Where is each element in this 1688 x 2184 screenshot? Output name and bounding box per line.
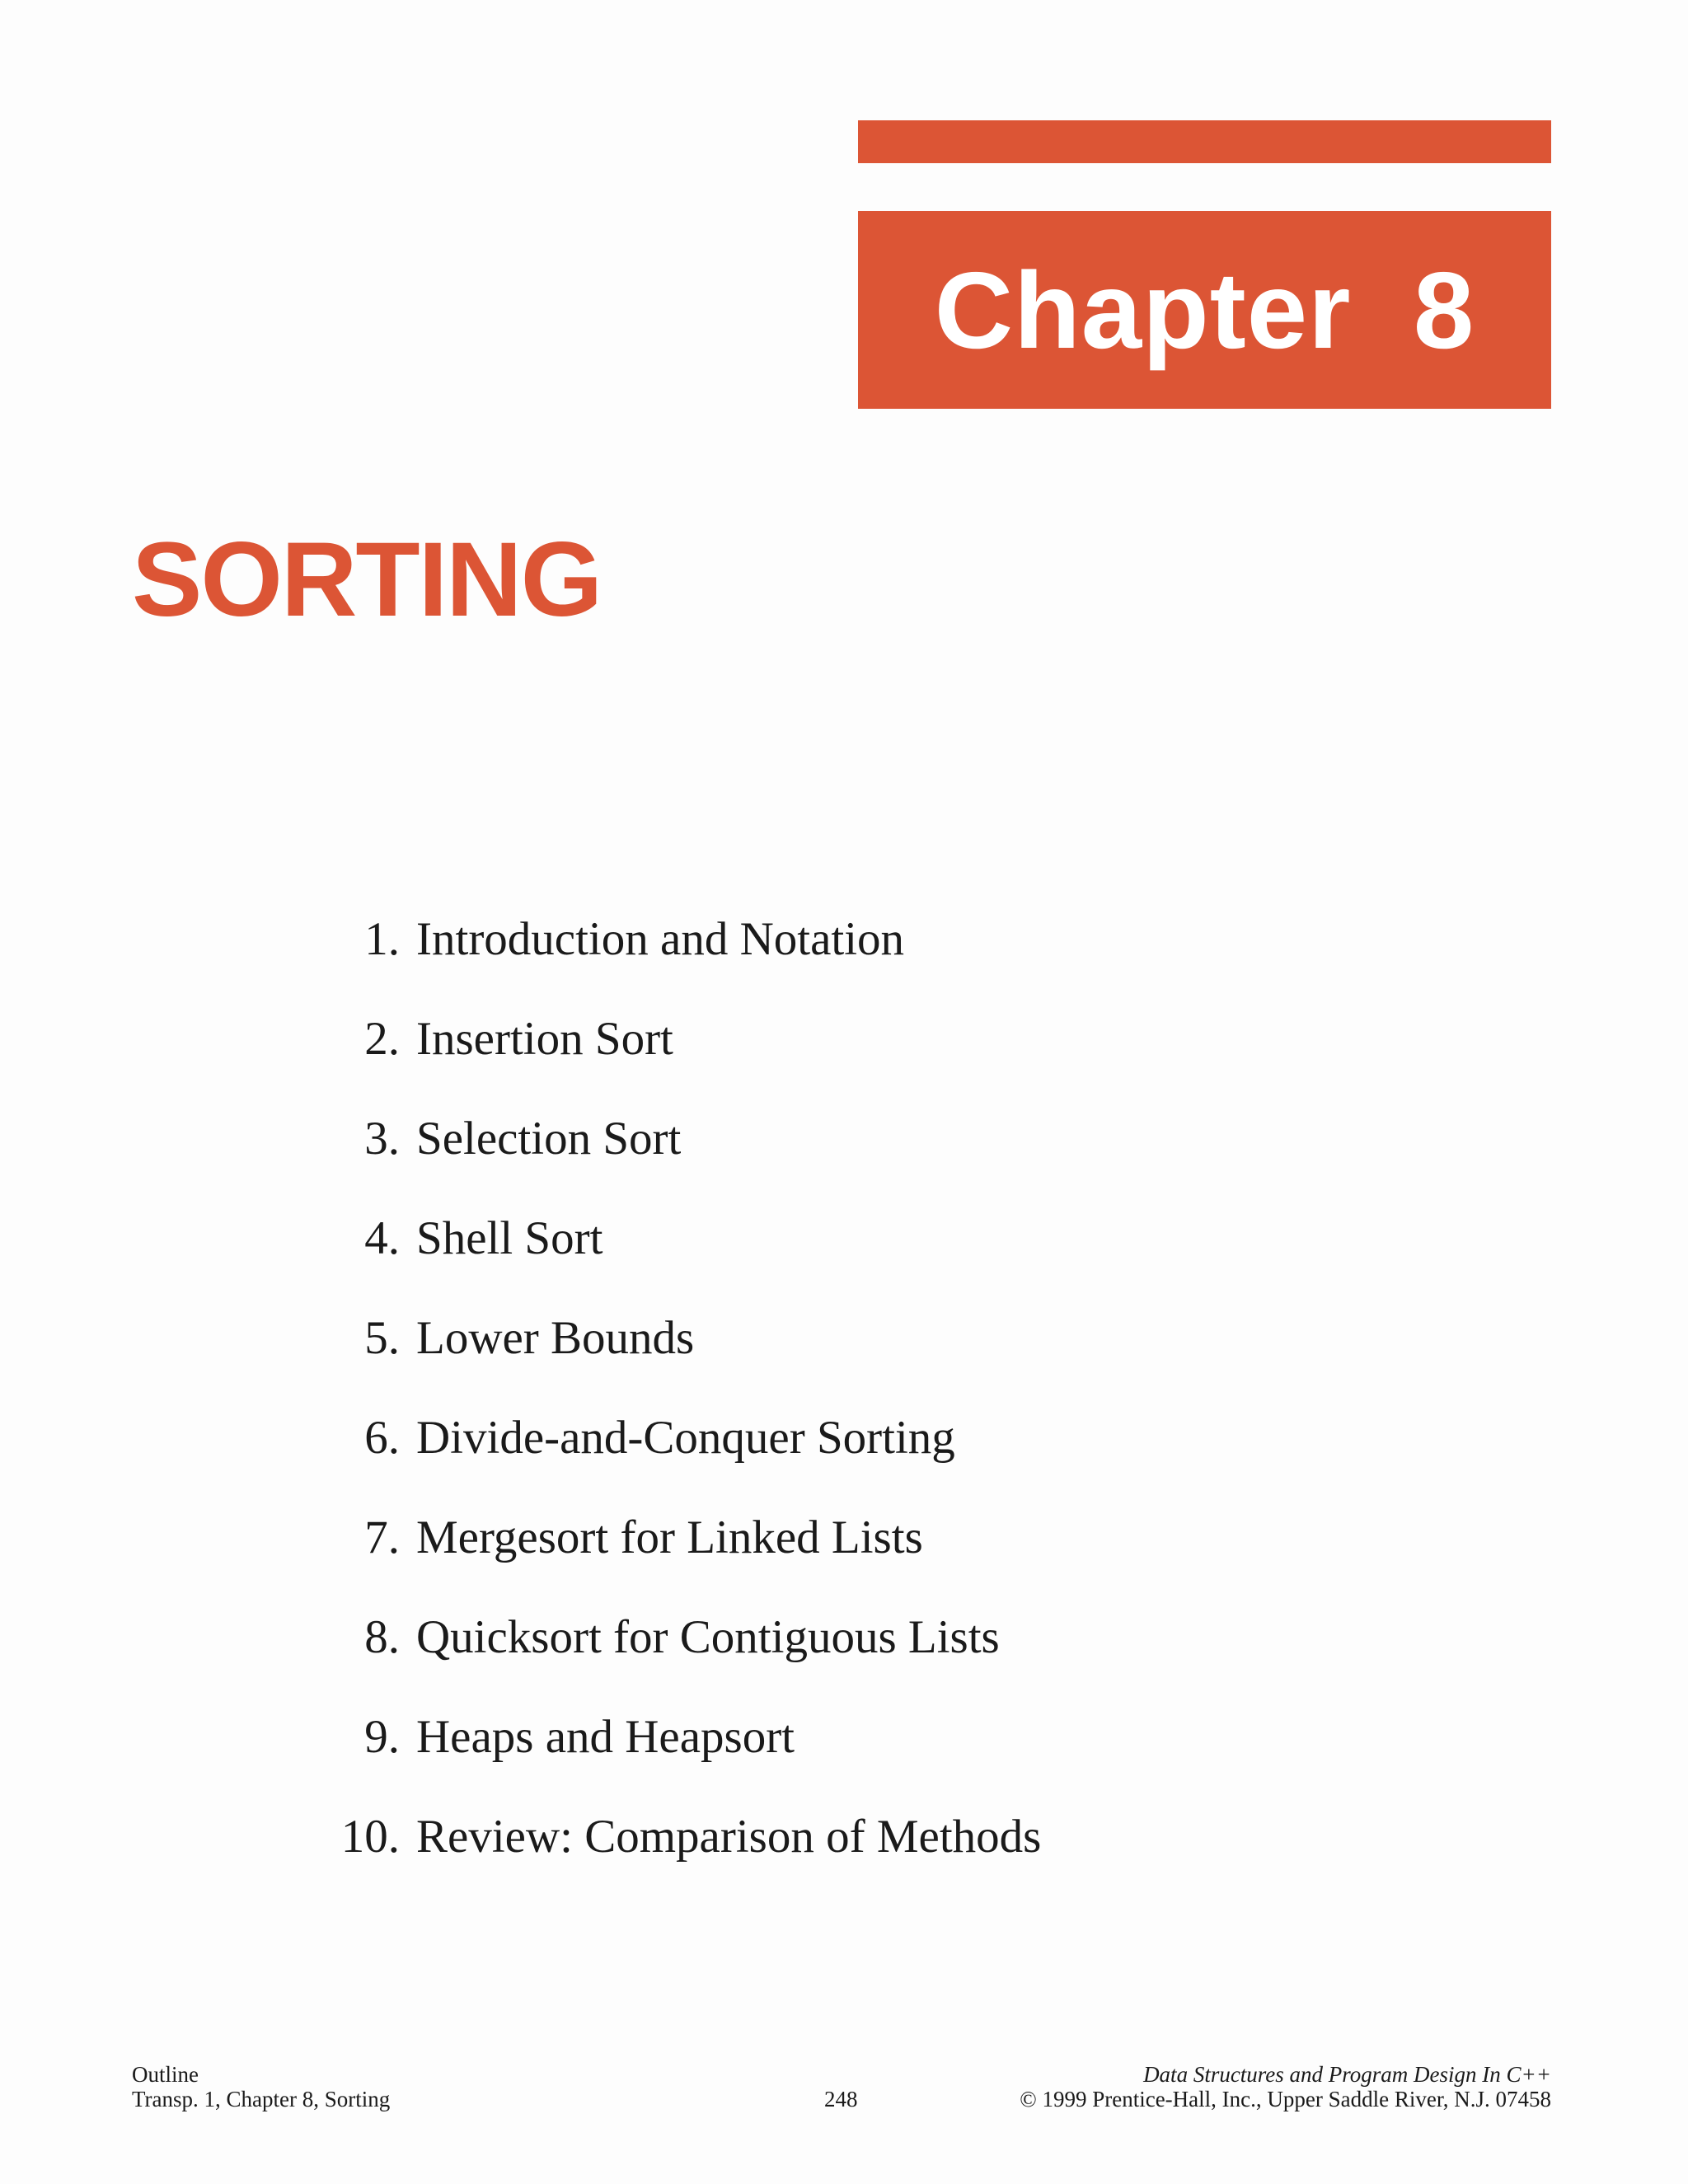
toc-item-number: 1.	[364, 913, 400, 965]
toc-item-label: Quicksort for Contiguous Lists	[416, 1611, 1000, 1663]
section-title: SORTING	[132, 521, 602, 639]
header-accent-bar	[858, 120, 1551, 163]
footer-left	[132, 2062, 390, 2111]
toc-item-number: 2.	[364, 1013, 400, 1065]
footer-book-title: Data Structures and Program Design In C++	[1143, 2062, 1551, 2087]
toc-item-label: Review: Comparison of Methods	[416, 1811, 1042, 1863]
toc-item-number: 4.	[364, 1212, 400, 1264]
toc-item-label: Selection Sort	[416, 1113, 682, 1165]
toc-item	[313, 1704, 1041, 1804]
toc-item-label: Divide-and-Conquer Sorting	[416, 1412, 955, 1464]
toc-item-label: Shell Sort	[416, 1212, 603, 1264]
toc-item	[313, 1206, 1041, 1305]
toc-item-number: 5.	[364, 1312, 400, 1364]
toc-item	[313, 1006, 1041, 1106]
toc-item	[313, 1106, 1041, 1206]
chapter-banner	[858, 211, 1551, 409]
chapter-title: Chapter 8	[934, 249, 1475, 371]
toc-item-number: 10.	[340, 1811, 400, 1863]
toc-item-label: Mergesort for Linked Lists	[416, 1511, 923, 1563]
toc-item	[313, 907, 1041, 1006]
toc-item-number: 9.	[364, 1711, 400, 1763]
toc-item	[313, 1305, 1041, 1405]
toc-item-label: Insertion Sort	[416, 1013, 673, 1065]
toc-item-label: Lower Bounds	[416, 1312, 695, 1364]
toc-item-number: 6.	[364, 1412, 400, 1464]
page-number: 248	[824, 2087, 858, 2111]
toc-item-label: Heaps and Heapsort	[416, 1711, 795, 1763]
toc-item	[313, 1605, 1041, 1704]
toc-item	[313, 1505, 1041, 1605]
toc-item	[313, 1405, 1041, 1505]
toc-item	[313, 1804, 1041, 1904]
footer-copyright: © 1999 Prentice-Hall, Inc., Upper Saddle River, N.J. 07458	[1020, 2087, 1551, 2111]
footer-outline-label: Outline	[132, 2062, 199, 2087]
toc-item-number: 3.	[364, 1113, 400, 1165]
toc-item-number: 8.	[364, 1611, 400, 1663]
toc-item-number: 7.	[364, 1511, 400, 1563]
footer-transparency-label: Transp. 1, Chapter 8, Sorting	[132, 2087, 391, 2111]
table-of-contents	[313, 907, 1041, 1904]
toc-item-label: Introduction and Notation	[416, 913, 905, 965]
footer-right	[1020, 2062, 1551, 2111]
